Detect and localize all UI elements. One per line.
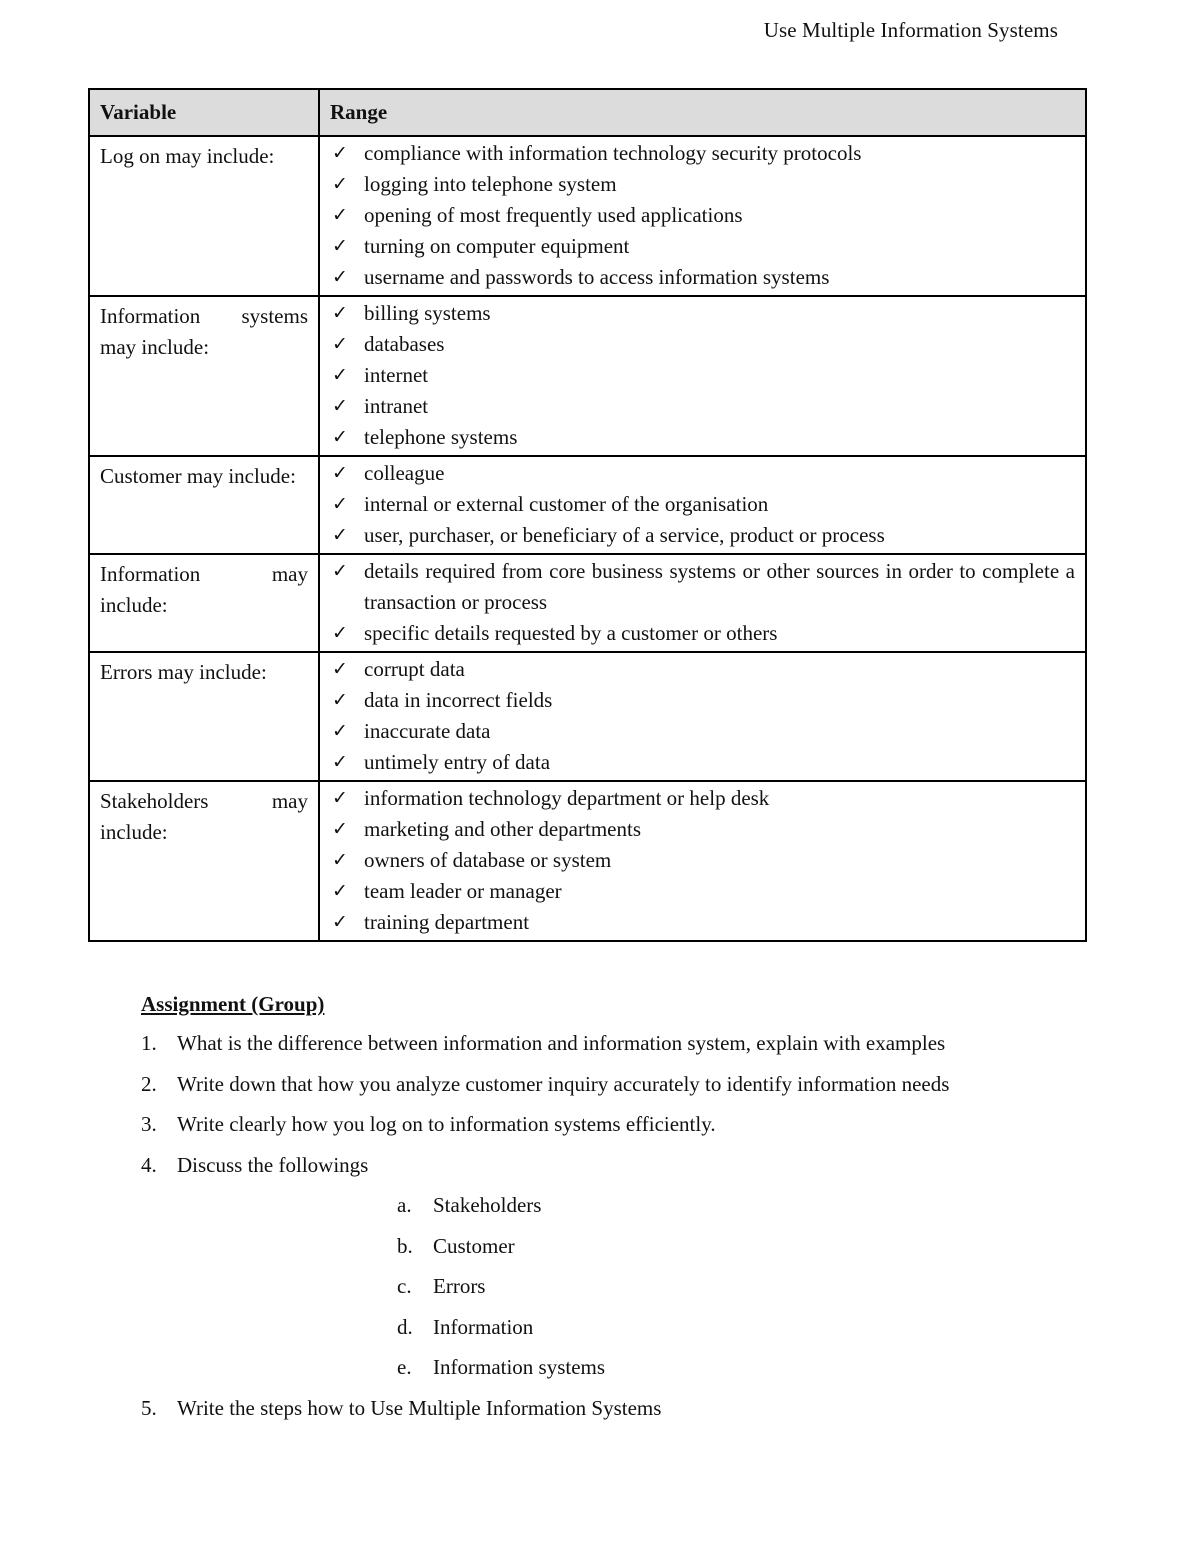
assignment-section bbox=[141, 992, 1101, 1428]
list-item-text: team leader or manager bbox=[364, 879, 562, 903]
list-item bbox=[332, 262, 1075, 293]
column-header-range: Range bbox=[319, 89, 1086, 136]
checkmark-icon: ✓ bbox=[332, 751, 348, 773]
range-cell bbox=[319, 136, 1086, 296]
question-number: 1. bbox=[141, 1031, 157, 1055]
list-item bbox=[332, 422, 1075, 453]
column-header-variable: Variable bbox=[89, 89, 319, 136]
list-item-text: untimely entry of data bbox=[364, 750, 551, 774]
checkmark-icon: ✓ bbox=[332, 622, 348, 644]
checkmark-icon: ✓ bbox=[332, 493, 348, 515]
sub-question-text: Information systems bbox=[433, 1355, 606, 1379]
question-text: Discuss the followings bbox=[177, 1152, 369, 1177]
list-item-text: opening of most frequently used applications bbox=[364, 203, 743, 227]
checkmark-icon: ✓ bbox=[332, 689, 348, 711]
range-list bbox=[332, 555, 1075, 651]
range-list bbox=[332, 137, 1075, 295]
list-item bbox=[332, 814, 1075, 845]
list-item-text: internet bbox=[364, 363, 429, 387]
list-item bbox=[332, 556, 1075, 618]
list-item-text: specific details requested by a customer or others bbox=[364, 621, 778, 645]
list-item-text: telephone systems bbox=[364, 425, 518, 449]
list-item-text: details required from core business systems or other sources in order to complete a transaction or process bbox=[364, 559, 1075, 614]
checkmark-icon: ✓ bbox=[332, 524, 348, 546]
question-list bbox=[141, 1023, 1101, 1428]
list-item-text: owners of database or system bbox=[364, 848, 612, 872]
list-item-text: turning on computer equipment bbox=[364, 234, 630, 258]
variable-cell: Errors may include: bbox=[89, 652, 319, 781]
list-item-text: billing systems bbox=[364, 301, 491, 325]
variable-cell: Stakeholders may include: bbox=[89, 781, 319, 941]
list-item-text: user, purchaser, or beneficiary of a service, product or process bbox=[364, 523, 885, 547]
sub-question-letter: b. bbox=[397, 1233, 413, 1258]
checkmark-icon: ✓ bbox=[332, 426, 348, 448]
question-text: Write down that how you analyze customer inquiry accurately to identify information needs bbox=[177, 1071, 950, 1096]
range-list bbox=[332, 653, 1075, 780]
question-item bbox=[141, 1023, 1101, 1064]
question-text: Write clearly how you log on to information systems efficiently. bbox=[177, 1112, 716, 1136]
list-item-text: marketing and other departments bbox=[364, 817, 641, 841]
list-item bbox=[332, 520, 1075, 551]
variable-cell: Information may include: bbox=[89, 554, 319, 652]
list-item bbox=[332, 685, 1075, 716]
range-cell bbox=[319, 456, 1086, 554]
range-list bbox=[332, 297, 1075, 455]
list-item bbox=[332, 391, 1075, 422]
sub-question-text: Information bbox=[433, 1314, 534, 1339]
sub-question-text: Stakeholders bbox=[433, 1193, 542, 1217]
checkmark-icon: ✓ bbox=[332, 235, 348, 257]
question-item bbox=[141, 1064, 1101, 1105]
checkmark-icon: ✓ bbox=[332, 911, 348, 933]
list-item bbox=[332, 654, 1075, 685]
table-row bbox=[89, 456, 1086, 554]
variable-cell: Information systems may include: bbox=[89, 296, 319, 456]
question-text: Write the steps how to Use Multiple Information Systems bbox=[177, 1395, 662, 1420]
question-item bbox=[141, 1145, 1101, 1388]
page-header-title: Use Multiple Information Systems bbox=[763, 18, 1058, 42]
checkmark-icon: ✓ bbox=[332, 333, 348, 355]
checkmark-icon: ✓ bbox=[332, 560, 348, 582]
checkmark-icon: ✓ bbox=[332, 204, 348, 226]
list-item-text: databases bbox=[364, 332, 445, 356]
checkmark-icon: ✓ bbox=[332, 849, 348, 871]
list-item-text: inaccurate data bbox=[364, 719, 491, 743]
sub-question-letter: a. bbox=[397, 1193, 412, 1217]
range-list bbox=[332, 782, 1075, 940]
checkmark-icon: ✓ bbox=[332, 364, 348, 386]
range-list bbox=[332, 457, 1075, 553]
list-item bbox=[332, 458, 1075, 489]
table-row bbox=[89, 296, 1086, 456]
table-header-row bbox=[89, 89, 1086, 136]
list-item bbox=[332, 716, 1075, 747]
list-item-text: corrupt data bbox=[364, 657, 465, 681]
sub-question-item bbox=[397, 1347, 1101, 1388]
sub-question-text: Errors bbox=[433, 1274, 486, 1298]
table-row bbox=[89, 781, 1086, 941]
range-cell bbox=[319, 554, 1086, 652]
variable-cell: Log on may include: bbox=[89, 136, 319, 296]
checkmark-icon: ✓ bbox=[332, 818, 348, 840]
list-item bbox=[332, 200, 1075, 231]
range-cell bbox=[319, 781, 1086, 941]
list-item bbox=[332, 907, 1075, 938]
sub-question-letter: c. bbox=[397, 1274, 412, 1298]
list-item bbox=[332, 845, 1075, 876]
list-item bbox=[332, 298, 1075, 329]
list-item bbox=[332, 231, 1075, 262]
variable-cell: Customer may include: bbox=[89, 456, 319, 554]
question-item bbox=[141, 1104, 1101, 1145]
question-number: 4. bbox=[141, 1152, 157, 1177]
table-body bbox=[89, 136, 1086, 941]
sub-question-item bbox=[397, 1307, 1101, 1348]
list-item-text: training department bbox=[364, 910, 530, 934]
sub-question-item bbox=[397, 1185, 1101, 1226]
question-text: What is the difference between information and information system, explain with examples bbox=[177, 1031, 946, 1055]
checkmark-icon: ✓ bbox=[332, 462, 348, 484]
list-item-text: compliance with information technology security protocols bbox=[364, 141, 862, 165]
sub-question-item bbox=[397, 1266, 1101, 1307]
list-item-text: colleague bbox=[364, 461, 445, 485]
question-number: 2. bbox=[141, 1071, 157, 1096]
checkmark-icon: ✓ bbox=[332, 787, 348, 809]
checkmark-icon: ✓ bbox=[332, 880, 348, 902]
list-item bbox=[332, 618, 1075, 649]
range-cell bbox=[319, 652, 1086, 781]
table-row bbox=[89, 554, 1086, 652]
checkmark-icon: ✓ bbox=[332, 395, 348, 417]
checkmark-icon: ✓ bbox=[332, 173, 348, 195]
list-item bbox=[332, 329, 1075, 360]
list-item-text: internal or external customer of the organisation bbox=[364, 492, 769, 516]
assignment-title: Assignment (Group) bbox=[141, 992, 325, 1016]
sub-question-letter: e. bbox=[397, 1355, 412, 1379]
sub-question-list bbox=[177, 1185, 1101, 1388]
list-item-text: logging into telephone system bbox=[364, 172, 617, 196]
list-item bbox=[332, 783, 1075, 814]
table-row bbox=[89, 652, 1086, 781]
checkmark-icon: ✓ bbox=[332, 720, 348, 742]
sub-question-item bbox=[397, 1226, 1101, 1267]
table-row bbox=[89, 136, 1086, 296]
list-item bbox=[332, 876, 1075, 907]
question-number: 5. bbox=[141, 1395, 157, 1420]
sub-question-text: Customer bbox=[433, 1233, 515, 1258]
list-item-text: username and passwords to access information systems bbox=[364, 265, 830, 289]
sub-question-letter: d. bbox=[397, 1314, 413, 1339]
checkmark-icon: ✓ bbox=[332, 658, 348, 680]
list-item-text: intranet bbox=[364, 394, 429, 418]
list-item bbox=[332, 489, 1075, 520]
checkmark-icon: ✓ bbox=[332, 266, 348, 288]
checkmark-icon: ✓ bbox=[332, 142, 348, 164]
checkmark-icon: ✓ bbox=[332, 302, 348, 324]
list-item bbox=[332, 169, 1075, 200]
list-item-text: information technology department or help desk bbox=[364, 786, 770, 810]
variable-range-table bbox=[88, 88, 1087, 942]
list-item-text: data in incorrect fields bbox=[364, 688, 553, 712]
question-item bbox=[141, 1388, 1101, 1429]
list-item bbox=[332, 360, 1075, 391]
list-item bbox=[332, 747, 1075, 778]
list-item bbox=[332, 138, 1075, 169]
range-cell bbox=[319, 296, 1086, 456]
question-number: 3. bbox=[141, 1112, 157, 1136]
